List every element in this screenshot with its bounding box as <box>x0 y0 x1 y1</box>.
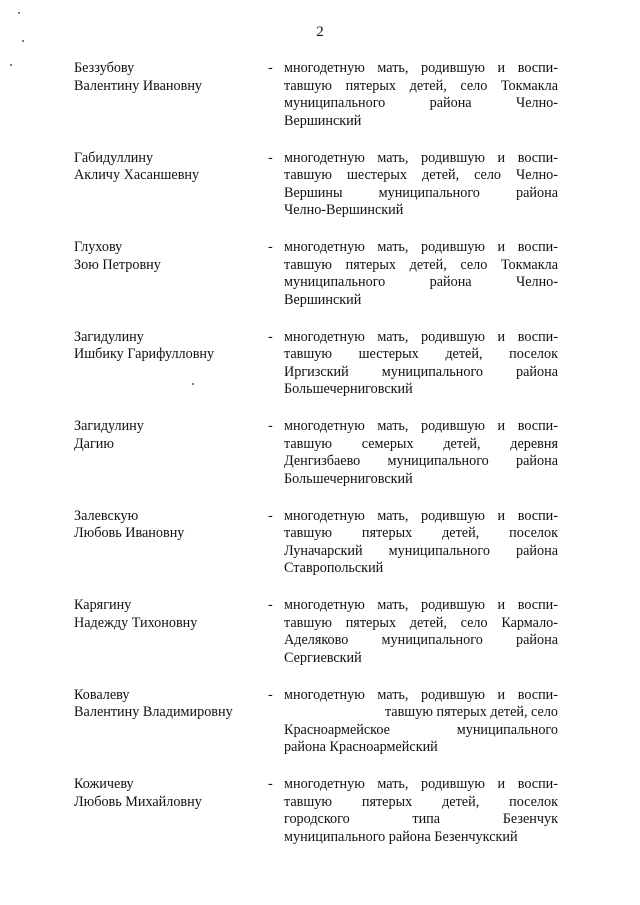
awardee-surname: Кожичеву <box>74 776 134 792</box>
list-item <box>74 418 558 508</box>
awardee-given-name: Зою Петровну <box>74 256 161 273</box>
description-line: Красноармейское муниципального <box>284 721 558 738</box>
awardee-list <box>74 60 558 866</box>
awardee-name <box>74 150 268 240</box>
list-item <box>74 508 558 598</box>
description-line: многодетную мать, родившую и воспи- <box>284 418 558 434</box>
awardee-description <box>284 418 558 508</box>
description-line: тавшую пятерых детей, поселок <box>284 793 558 810</box>
awardee-surname: Загидулину <box>74 328 144 345</box>
awardee-description <box>284 60 558 150</box>
description-line: тавшую пятерых детей, село Токмакла <box>284 256 558 273</box>
awardee-description <box>284 508 558 598</box>
scan-speck <box>18 12 20 14</box>
description-line: Вершины муниципального района <box>284 184 558 201</box>
description-line: тавшую семерых детей, деревня <box>284 435 558 452</box>
awardee-surname: Габидуллину <box>74 149 154 166</box>
list-item <box>74 60 558 150</box>
awardee-description <box>284 239 558 329</box>
awardee-description <box>284 150 558 240</box>
description-line: тавшую пятерых детей, село <box>384 704 558 721</box>
awardee-given-name: Ишбику Гарифулловну <box>74 346 215 363</box>
list-item <box>74 687 558 777</box>
awardee-name <box>74 508 268 598</box>
awardee-given-name: Валентину Владимировну <box>74 704 233 721</box>
entry-dash: - <box>268 328 273 345</box>
list-item <box>74 329 558 419</box>
entry-dash: - <box>268 597 273 613</box>
awardee-description <box>284 687 558 777</box>
awardee-description <box>284 597 558 687</box>
awardee-surname: Ковалеву <box>74 686 130 703</box>
awardee-name <box>74 329 268 419</box>
description-line: Вершинский <box>284 112 362 129</box>
description-line: Сергиевский <box>284 649 362 666</box>
awardee-surname: Залевскую <box>74 507 139 524</box>
awardee-name <box>74 60 268 150</box>
awardee-given-name: Любовь Михайловну <box>74 793 202 810</box>
description-line: многодетную мать, родившую и воспи- <box>284 507 558 524</box>
description-line: Большечерниговский <box>284 381 413 398</box>
description-line: тавшую пятерых детей, село Токмакла <box>284 77 558 94</box>
description-line: района Красноармейский <box>284 739 438 756</box>
scan-speck <box>10 64 12 66</box>
description-line: Большечерниговский <box>284 470 413 487</box>
scan-speck <box>22 40 24 42</box>
entry-dash: - <box>268 507 273 524</box>
awardee-given-name: Любовь Ивановну <box>74 525 185 542</box>
list-item <box>74 776 558 866</box>
description-line: тавшую шестерых детей, поселок <box>284 346 558 363</box>
description-line: муниципального района Безенчукский <box>284 828 518 845</box>
page-number: 2 <box>316 24 324 40</box>
description-line: Вершинский <box>284 291 362 308</box>
awardee-description <box>284 776 558 866</box>
description-line: многодетную мать, родившую и воспи- <box>284 239 558 255</box>
description-line: муниципального района Челно- <box>284 95 558 112</box>
description-line: тавшую пятерых детей, село Кармало- <box>284 614 558 631</box>
description-line: тавшую пятерых детей, поселок <box>284 525 558 542</box>
description-line: многодетную мать, родившую и воспи- <box>284 776 558 792</box>
description-line: многодетную мать, родившую и воспи- <box>284 328 558 345</box>
entry-dash: - <box>268 418 273 434</box>
awardee-given-name: Акличу Хасаншевну <box>74 167 200 184</box>
description-line: Челно-Вершинский <box>284 202 404 219</box>
description-line: многодетную мать, родившую и воспи- <box>284 60 558 76</box>
awardee-given-name: Надежду Тихоновну <box>74 614 198 631</box>
description-line: Иргизский муниципального района <box>284 363 558 380</box>
awardee-name <box>74 776 268 866</box>
awardee-name <box>74 239 268 329</box>
awardee-surname: Загидулину <box>74 418 144 434</box>
entry-dash: - <box>268 60 273 76</box>
description-line: городского типа Безенчук <box>284 811 558 828</box>
list-item <box>74 597 558 687</box>
description-line: многодетную мать, родившую и воспи- <box>284 149 558 166</box>
awardee-surname: Беззубову <box>74 60 135 76</box>
awardee-surname: Глухову <box>74 239 123 255</box>
awardee-given-name: Валентину Ивановну <box>74 77 203 94</box>
list-item <box>74 150 558 240</box>
awardee-name <box>74 418 268 508</box>
awardee-surname: Карягину <box>74 597 132 613</box>
description-line: муниципального района Челно- <box>284 274 558 291</box>
description-line: Аделяково муниципального района <box>284 632 558 649</box>
description-line: многодетную мать, родившую и воспи- <box>284 597 558 613</box>
description-line: тавшую шестерых детей, село Челно- <box>284 167 558 184</box>
description-line: Луначарский муниципального района <box>284 542 558 559</box>
awardee-name <box>74 687 268 777</box>
awardee-name <box>74 597 268 687</box>
entry-dash: - <box>268 776 273 792</box>
description-line: Денгизбаево муниципального района <box>284 453 558 470</box>
description-line: многодетную мать, родившую и воспи- <box>284 686 558 703</box>
entry-dash: - <box>268 239 273 255</box>
entry-dash: - <box>268 686 273 703</box>
awardee-description <box>284 329 558 419</box>
awardee-given-name: Дагию <box>74 435 114 452</box>
description-line: Ставропольский <box>284 560 384 577</box>
entry-dash: - <box>268 149 273 166</box>
list-item <box>74 239 558 329</box>
